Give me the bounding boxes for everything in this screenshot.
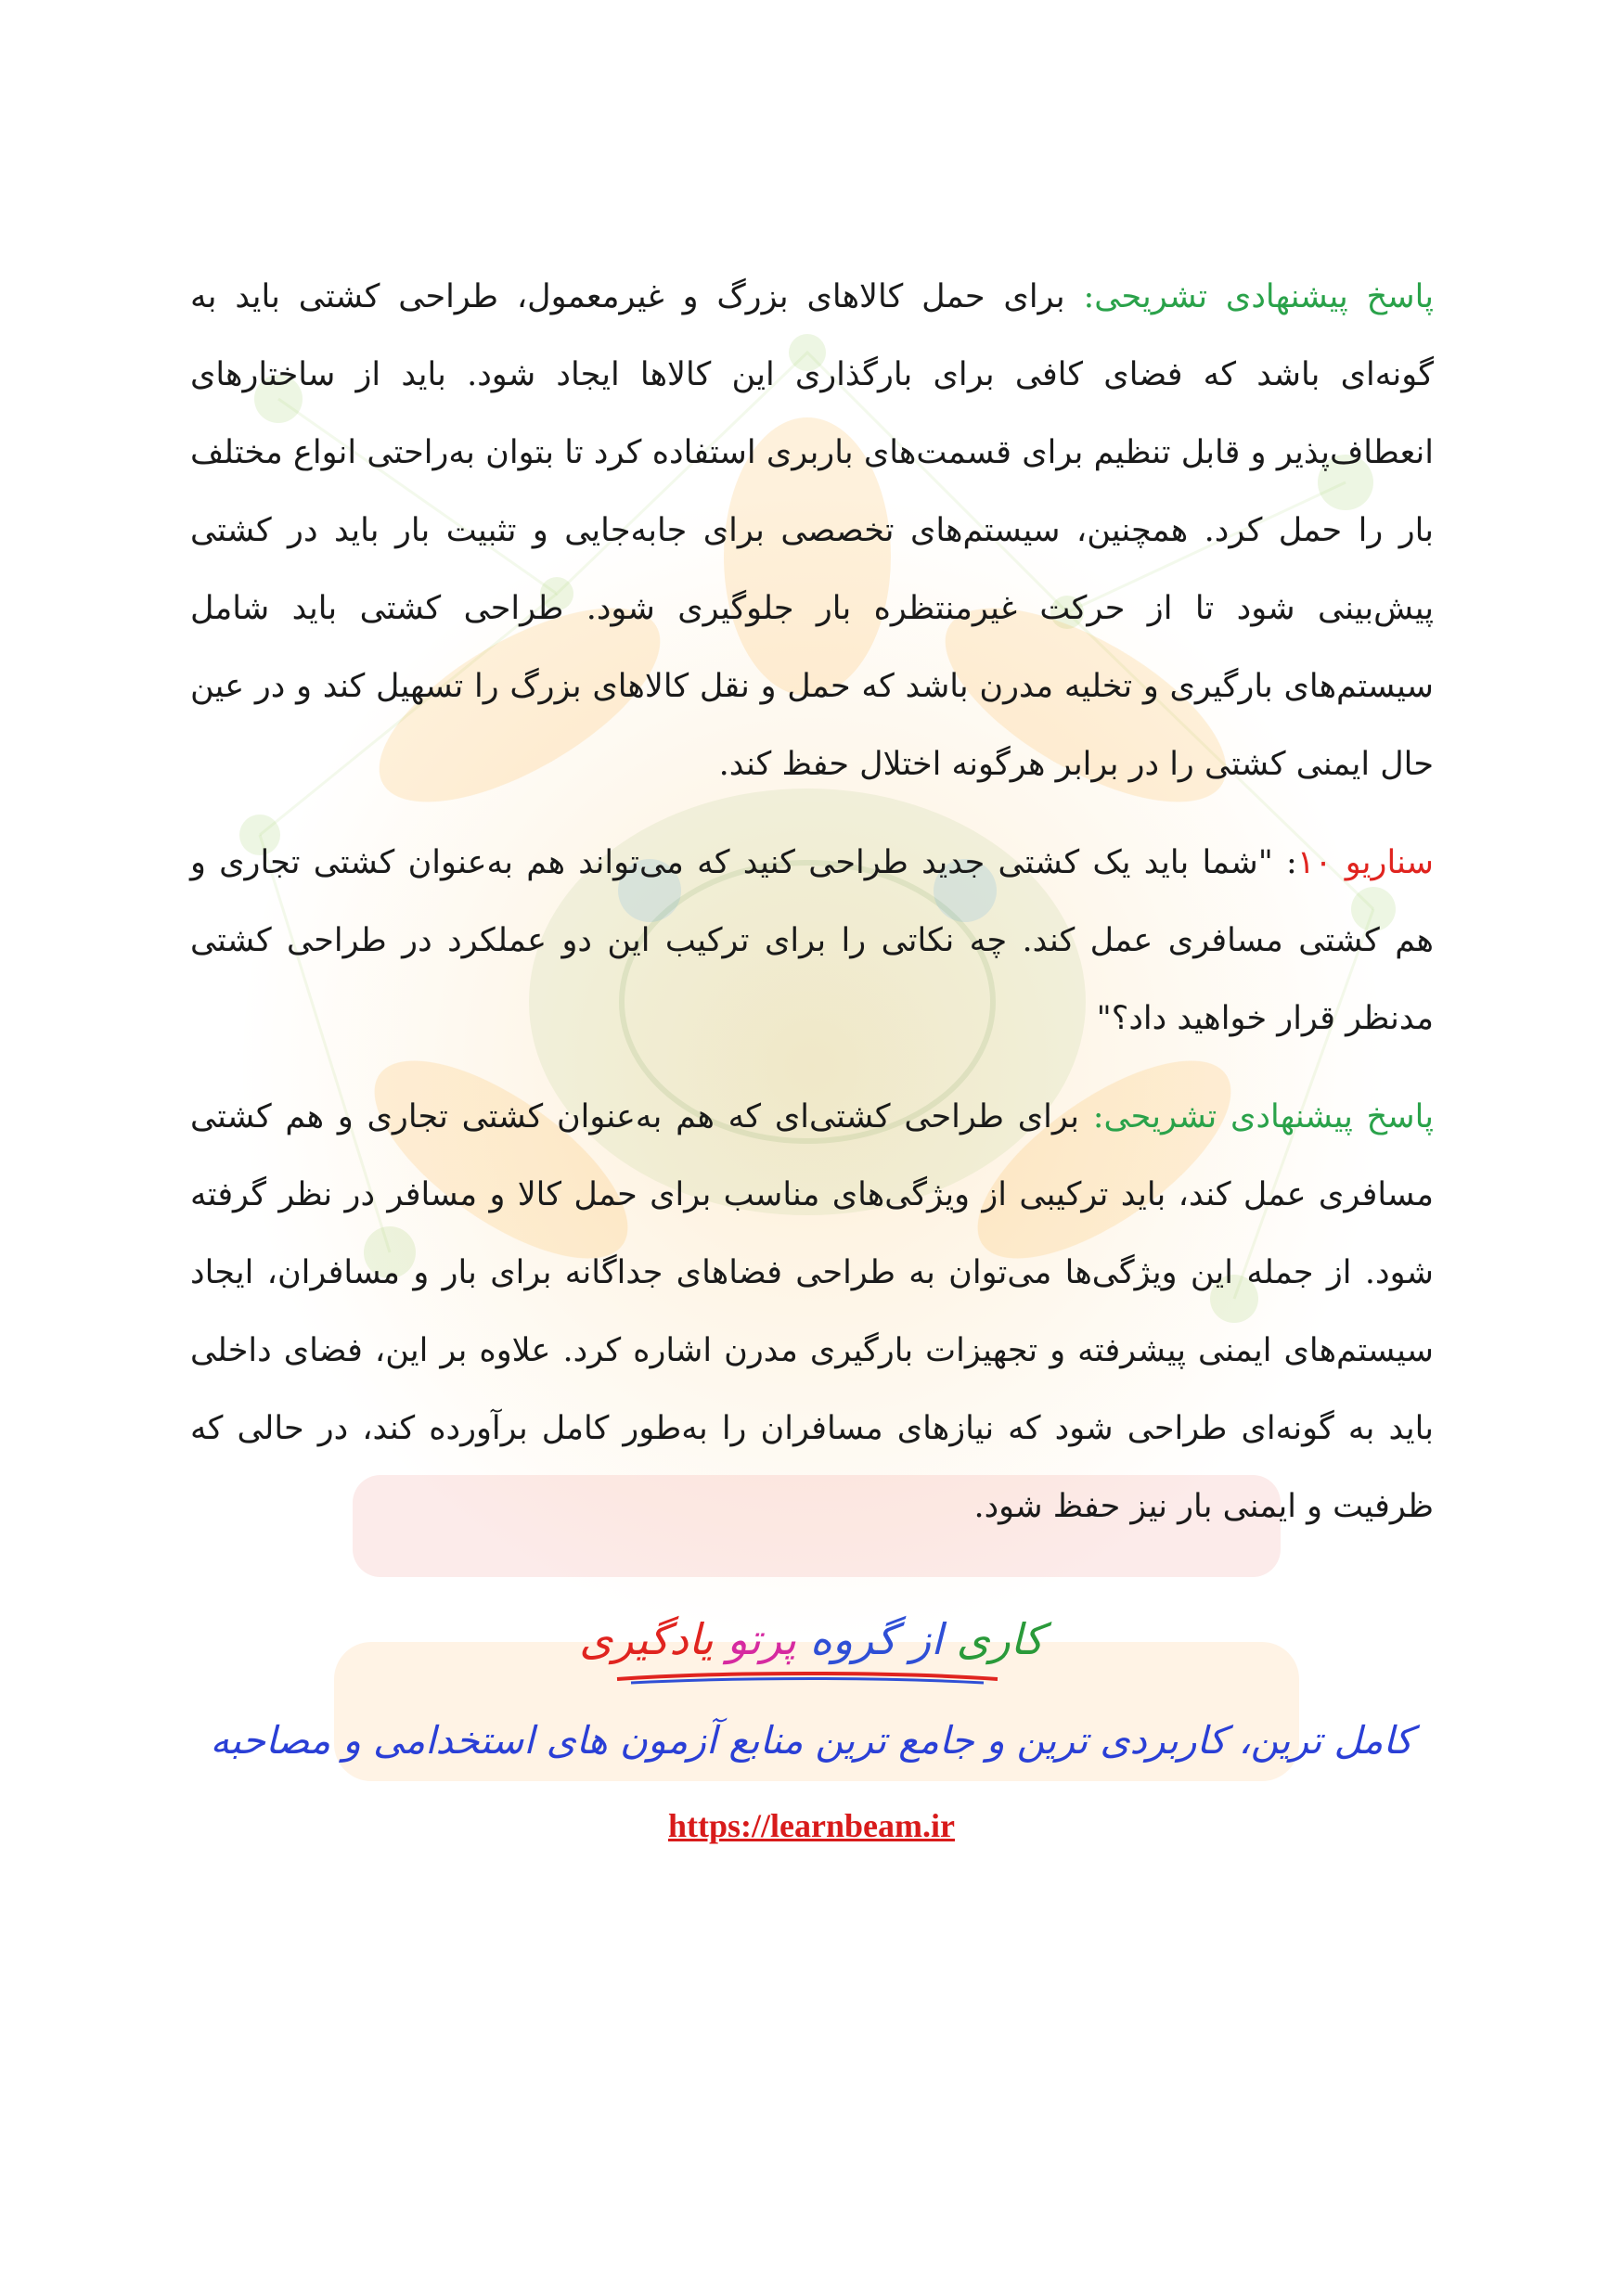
- scenario-paragraph: [190, 824, 1434, 1058]
- website-link[interactable]: https://learnbeam.ir: [668, 1807, 955, 1844]
- answer-paragraph-1: [190, 258, 1434, 803]
- signature-part: از گروه: [809, 1614, 943, 1664]
- answer-label: پاسخ پیشنهادی تشریحی:: [1083, 278, 1434, 315]
- answer-label: پاسخ پیشنهادی تشریحی:: [1092, 1098, 1434, 1135]
- signature-part: پرتو: [727, 1614, 797, 1664]
- scenario-text: : "شما باید یک کشتی جدید طراحی کنید که می‌تواند هم به‌عنوان کشتی تجاری و هم کشتی مسافری عمل کند. چه نکاتی را برای ترکیب این دو عملکرد در طراحی کشتی مدنظر قرار خواهید داد؟": [190, 844, 1434, 1037]
- answer-text: برای طراحی کشتی‌ای که هم به‌عنوان کشتی تجاری و هم کشتی مسافری عمل کند، باید ترکیبی از ویژگی‌های مناسب برای حمل کالا و مسافر در نظر گرفته شود. از جمله این ویژگی‌ها می‌توان به طراحی فضاهای جداگانه برای بار و مسافران، ایجاد سیستم‌های ایمنی پیشرفته و تجهیزات بارگیری مدرن اشاره کرد. علاوه بر این، فضای داخلی باید به گونه‌ای طراحی شود که نیازهای مسافران را به‌طور کامل برآورده کند، در حالی که ظرفیت و ایمنی بار نیز حفظ شود.: [190, 1098, 1434, 1525]
- scenario-label: سناریو ۱۰: [1296, 844, 1434, 881]
- answer-text: برای حمل کالاهای بزرگ و غیرمعمول، طراحی کشتی باید به گونه‌ای باشد که فضای کافی برای بارگذاری این کالاها ایجاد شود. باید از ساختارهای انعطاف‌پذیر و قابل تنظیم برای قسمت‌های باربری استفاده کرد تا بتوان به‌راحتی انواع مختلف بار را حمل کرد. همچنین، سیستم‌های تخصصی برای جابه‌جایی و تثبیت بار باید در کشتی پیش‌بینی شود تا از حرکت غیرمنتظره بار جلوگیری شود. طراحی کشتی باید شامل سیستم‌های بارگیری و تخلیه مدرن باشد که حمل و نقل کالاهای بزرگ را تسهیل کند و در عین حال ایمنی کشتی را در برابر هرگونه اختلال حفظ کند.: [190, 278, 1434, 783]
- footer-signature: [0, 1614, 1623, 1664]
- signature-part: کاری: [956, 1614, 1044, 1664]
- document-body: [190, 258, 1434, 1566]
- signature-part: یادگیری: [579, 1614, 714, 1664]
- answer-paragraph-2: [190, 1078, 1434, 1546]
- signature-underline: [612, 1670, 1002, 1685]
- footer-tagline: کامل ترین، کاربردی ترین و جامع ترین منابع آزمون های استخدامی و مصاحبه: [210, 1718, 1413, 1763]
